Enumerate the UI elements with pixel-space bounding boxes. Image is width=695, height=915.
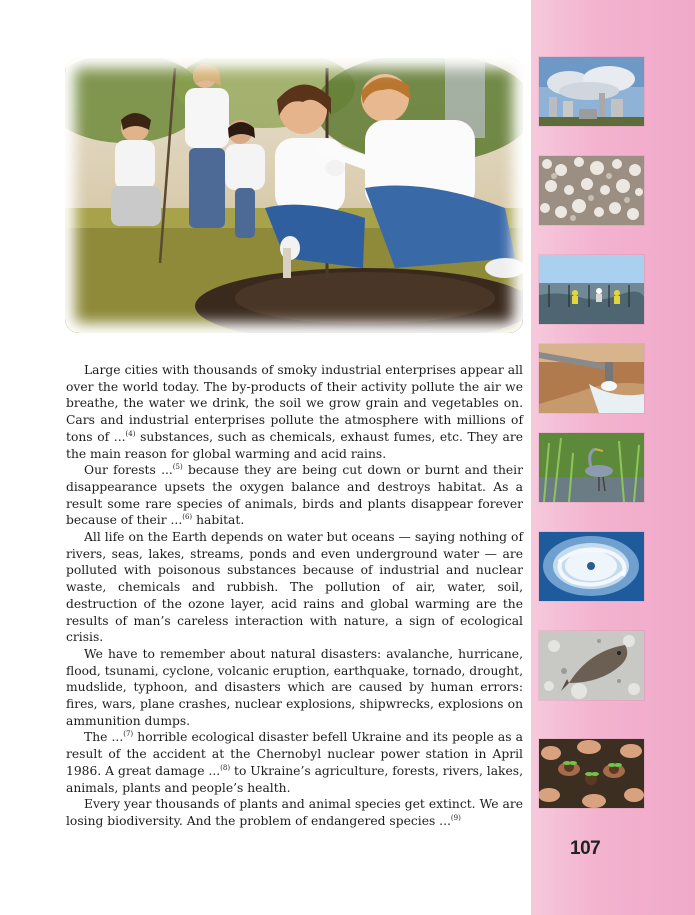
plastic-debris-thumbnail bbox=[539, 156, 644, 225]
sewage-pipe-thumbnail bbox=[539, 344, 644, 413]
paragraph bbox=[66, 729, 523, 796]
hurricane-satellite-thumbnail bbox=[539, 532, 644, 601]
dead-fish-thumbnail bbox=[539, 631, 644, 700]
paragraph-text: We have to remember about natural disasters: avalanche, hurricane, flood, tsunami, cyclone, volcanic eruption, earthquake, tornado, drought, mudslide, typhoon, and disasters which are caused by human errors: fires, wars, plane crashes, nuclear explosions, shipwrecks, explosions on ammunition dumps. bbox=[66, 646, 524, 728]
paragraph-text: substances, such as chemicals, exhaust fumes, etc. They are the main reason for global warming and acid rains. bbox=[66, 429, 523, 461]
paragraph-text: habitat. bbox=[192, 513, 245, 528]
paragraph bbox=[66, 362, 523, 462]
main-photo-tree-planting bbox=[65, 58, 523, 333]
gap-number: (5) bbox=[172, 463, 183, 472]
paragraph-text: Every year thousands of plants and animal species get extinct. We are losing biodiversity. And the problem of endangered species ... bbox=[66, 797, 523, 828]
paragraph bbox=[66, 796, 523, 829]
heron-wetland-thumbnail bbox=[539, 433, 644, 502]
paragraph-text: Large cities with thousands of smoky industrial enterprises appear all over the world today. The by-products of their activity pollute the air we breathe, the water we drink, the soil we grow grain and vegetables on. Cars and industrial enterprises pollute the atmosphere with millions of tons of ... bbox=[66, 363, 523, 444]
paragraph bbox=[66, 529, 523, 646]
hands-seedlings-thumbnail bbox=[539, 739, 644, 808]
factory-smokestacks-thumbnail bbox=[539, 57, 644, 126]
paragraph bbox=[66, 462, 523, 529]
gap-number: (7) bbox=[123, 730, 134, 739]
paragraph bbox=[66, 646, 523, 730]
water-cleanup-thumbnail bbox=[539, 255, 644, 324]
body-text bbox=[66, 362, 523, 830]
gap-number: (6) bbox=[182, 513, 193, 522]
page-number: 107 bbox=[570, 838, 601, 859]
gap-number: (8) bbox=[220, 763, 231, 772]
paragraph-text: to Ukraine’s agriculture, forests, rivers, lakes, animals, plants and people’s health. bbox=[66, 763, 523, 795]
paragraph-text: All life on the Earth depends on water but oceans — saying nothing of rivers, seas, lakes, streams, ponds and even underground water — are polluted with poisonous substances because of industrial and nuclear waste, chemicals and rubbish. The pollution of air, water, soil, destruction of the ozone layer, acid rains and global warming are the results of man’s careless interaction with nature, a sign of ecological crisis. bbox=[66, 530, 523, 645]
paragraph-text: Our forests ... bbox=[84, 463, 173, 478]
paragraph-text: horrible ecological disaster befell Ukraine and its people as a result of the accident at the Chernobyl nuclear power station in April 1986. A great damage ... bbox=[66, 730, 523, 778]
gap-number: (4) bbox=[125, 429, 136, 438]
gap-number: (9) bbox=[450, 813, 461, 822]
paragraph-text: The ... bbox=[84, 730, 124, 745]
paragraph-text: because they are being cut down or burnt and their disappearance upsets the oxygen balance and destroys habitat. As a result some rare species of animals, birds and plants disappear forever because of their ... bbox=[66, 463, 523, 528]
